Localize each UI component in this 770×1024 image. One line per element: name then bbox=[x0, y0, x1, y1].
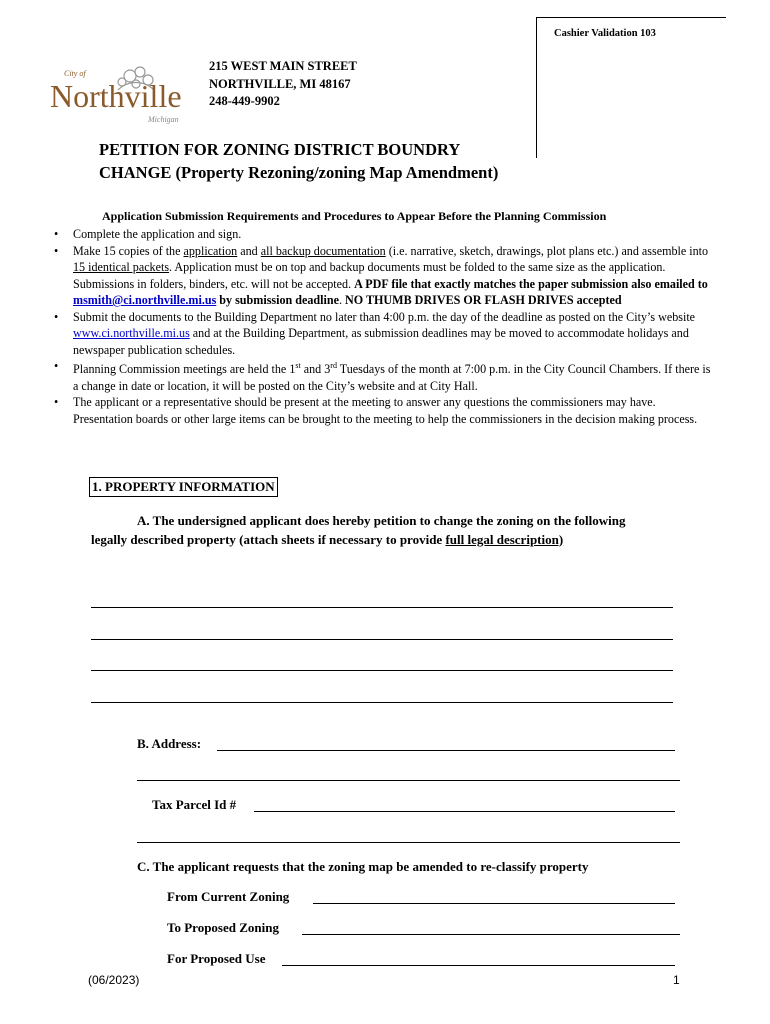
req-bold: by submission deadline bbox=[216, 293, 339, 307]
address-phone: 248-449-9902 bbox=[209, 94, 280, 108]
legal-description-line-3[interactable] bbox=[91, 670, 673, 671]
req-text: and at the Building Department, as submission deadlines may be moved to accommodate holidays and newspaper publication schedules. bbox=[73, 326, 689, 357]
list-item bbox=[54, 226, 714, 243]
req-text: and bbox=[237, 243, 261, 258]
requirements-list bbox=[54, 226, 714, 427]
part-a-body: A. The undersigned applicant does hereby petition to change the zoning on the following legally described property (attach sheets if necessary to provide bbox=[91, 513, 626, 547]
part-a-underline: full legal description) bbox=[445, 531, 564, 547]
logo-main-text: Northville bbox=[50, 78, 182, 114]
list-item bbox=[54, 243, 714, 309]
requirements-heading: Application Submission Requirements and Procedures to Appear Before the Planning Commission bbox=[102, 209, 607, 223]
req-text: (i.e. narrative, sketch, drawings, plot plans etc.) and assemble into bbox=[385, 243, 709, 258]
proposed-use-label: For Proposed Use bbox=[167, 951, 266, 966]
address-city: NORTHVILLE, MI 48167 bbox=[209, 76, 351, 91]
title-line-2: CHANGE (Property Rezoning/zoning Map Amendment) bbox=[99, 163, 499, 182]
email-link[interactable]: msmith@ci.northville.mi.us bbox=[73, 293, 217, 307]
tax-parcel-field[interactable] bbox=[254, 811, 675, 812]
cashier-validation-label: Cashier Validation 103 bbox=[554, 28, 656, 39]
proposed-zoning-field[interactable] bbox=[302, 934, 680, 935]
tax-parcel-label: Tax Parcel Id # bbox=[152, 797, 237, 812]
req-text: Tuesdays of the month at 7:00 p.m. in the City Council Chambers. If there is a change in date or location, it will be posted on the City’s website and at City Hall. bbox=[73, 362, 711, 393]
req-underline: application bbox=[183, 243, 238, 258]
current-zoning-label: From Current Zoning bbox=[167, 889, 290, 904]
proposed-zoning-label: To Proposed Zoning bbox=[167, 920, 279, 935]
page-title bbox=[99, 138, 539, 184]
req-text: . bbox=[338, 293, 345, 307]
req-bold: A PDF file that exactly matches the paper submission also emailed to bbox=[354, 276, 708, 291]
city-logo bbox=[48, 62, 188, 128]
req-item-5-text: The applicant or a representative should be present at the meeting to answer any questions the commissioners may have. Presentation boards or other large items can be brought to the meeting to help the commissioners in the decision making process. bbox=[73, 395, 698, 426]
legal-description-line-2[interactable] bbox=[91, 639, 673, 640]
title-line-1: PETITION FOR ZONING DISTRICT BOUNDRY bbox=[99, 140, 461, 159]
legal-description-line-4[interactable] bbox=[91, 702, 673, 703]
list-item bbox=[54, 309, 714, 359]
req-underline: all backup documentation bbox=[260, 243, 386, 258]
logo-small-bottom: Michigan bbox=[148, 115, 179, 124]
current-zoning-field[interactable] bbox=[313, 903, 675, 904]
footer-date: (06/2023) bbox=[88, 973, 140, 987]
req-text: and 3 bbox=[300, 362, 331, 377]
list-item bbox=[54, 394, 714, 427]
website-link[interactable]: www.ci.northville.mi.us bbox=[73, 326, 190, 340]
tax-parcel-field-line-2[interactable] bbox=[137, 842, 680, 843]
address-field-line-2[interactable] bbox=[137, 780, 680, 781]
address-field[interactable] bbox=[217, 750, 675, 751]
req-text: Make 15 copies of the bbox=[73, 243, 184, 258]
req-text: . Application must be on top and backup documents must be folded to the same size as the application. Submissions in folders, binders, etc. will not be accepted. bbox=[73, 260, 666, 291]
req-bold: NO THUMB DRIVES OR FLASH DRIVES accepted bbox=[345, 293, 622, 307]
req-underline: 15 identical packets bbox=[73, 260, 170, 274]
req-item-1-text: Complete the application and sign. bbox=[73, 227, 242, 241]
req-text: Submit the documents to the Building Department no later than 4:00 p.m. the day of the deadline as posted on the City’s website bbox=[73, 309, 696, 324]
address-street: 215 WEST MAIN STREET bbox=[209, 59, 357, 73]
proposed-use-field[interactable] bbox=[282, 965, 675, 966]
req-sup: rd bbox=[330, 361, 337, 370]
logo-small-top: City of bbox=[64, 69, 86, 78]
part-a-text bbox=[91, 512, 651, 549]
footer-page-number: 1 bbox=[673, 973, 680, 987]
legal-description-line-1[interactable] bbox=[91, 607, 673, 608]
city-address bbox=[209, 58, 357, 111]
list-item bbox=[54, 358, 714, 394]
req-sup: st bbox=[295, 361, 301, 370]
part-c-label: C. The applicant requests that the zoning map be amended to re-classify property bbox=[137, 859, 589, 874]
address-label: B. Address: bbox=[137, 736, 202, 751]
req-text: Planning Commission meetings are held the 1 bbox=[73, 362, 296, 377]
section-heading-property-info: 1. PROPERTY INFORMATION bbox=[89, 477, 278, 497]
